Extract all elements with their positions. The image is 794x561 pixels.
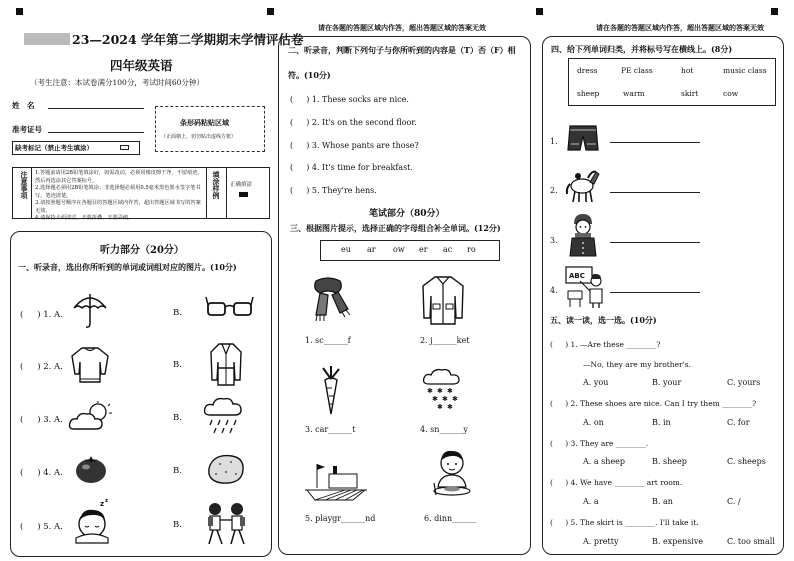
barcode-area (155, 106, 265, 152)
q3-item-label: 4. sn______y (420, 425, 468, 434)
carrot-icon (313, 366, 349, 416)
notes-box (12, 167, 270, 219)
q1-number: ( ) 5. A. (20, 522, 63, 532)
q4-number: 3. (550, 236, 558, 245)
ticket-field[interactable] (48, 132, 144, 133)
svg-text:z: z (105, 498, 108, 504)
name-label: 姓 名 (12, 101, 35, 110)
choice-item: ac (443, 245, 453, 254)
answer-area-banner: 请在各题的答题区域内作答，超出答题区域的答案无效 (318, 23, 486, 32)
q5-question: ( ) 5. The skirt is ________. I'll take it. (550, 518, 699, 527)
word-item: music class (723, 66, 767, 75)
q2-item: ( ) 5. They're hens. (290, 186, 377, 195)
q2-item: ( ) 1. These socks are nice. (290, 95, 409, 104)
subject-title: 四年级英语 (110, 58, 173, 73)
q5-question: ( ) 2. These shoes are nice. Can I try them ________? (550, 399, 757, 408)
q5-question: ( ) 3. They are ________. (550, 439, 649, 448)
q1-option-b: B. (173, 413, 182, 423)
q1-option-b: B. (173, 360, 182, 370)
option-b: B. in (652, 418, 671, 427)
ticket-label: 准考证号 (12, 125, 42, 134)
jacket-icon (420, 274, 466, 326)
children-walking-icon (200, 502, 252, 548)
notes-list (35, 170, 203, 223)
q1-row (20, 500, 270, 550)
choice-item: ar (367, 245, 376, 254)
word-item: PE class (621, 66, 653, 75)
barcode-title: 条形码粘贴区域 (180, 118, 229, 127)
exam-info: （考生注意：本试卷满分100分，考试时间60分钟） (30, 78, 204, 87)
q2-heading-cont: 符。(10分) (288, 70, 331, 80)
q5-question: ( ) 1. —Are these ________? (550, 340, 661, 349)
shorts-icon (566, 122, 600, 154)
svg-text:✱: ✱ (437, 387, 443, 395)
q1-number: ( ) 3. A. (20, 415, 63, 425)
q3-item-label: 1. sc______f (305, 336, 351, 345)
q1-heading: 一、听录音，选出你所听到的单词或词组对应的图片。(10分) (18, 262, 237, 272)
writing-title: 笔试部分（80分） (369, 209, 445, 219)
svg-text:✱: ✱ (447, 403, 453, 411)
svg-text:z: z (100, 500, 105, 508)
choice-item: ro (467, 245, 476, 254)
q3-heading: 三、根据图片提示，选择正确的字母组合补全单词。(12分) (290, 223, 501, 233)
q1-row (20, 448, 270, 493)
option-c: C. for (727, 418, 750, 427)
fill-label: 填涂样例 (212, 171, 221, 199)
exam-title: 23—2024 学年第二学期期末学情评估卷 (72, 32, 304, 47)
absent-checkbox[interactable] (120, 145, 129, 150)
note-item: 2.选择题必须用2B铅笔填涂；非选择题必须用0.5毫米黑色墨水签字笔书写，笔迹清楚。 (35, 185, 201, 199)
q4-answer-line[interactable] (610, 142, 700, 143)
horse-icon (564, 166, 600, 206)
name-field[interactable] (48, 108, 144, 109)
q1-number: ( ) 1. A. (20, 310, 63, 320)
svg-text:✱: ✱ (437, 403, 443, 411)
word-item: skirt (681, 89, 699, 98)
word-item: cow (723, 89, 739, 98)
q5-heading: 五、读一读，选一选。(10分) (550, 315, 657, 325)
barcode-note: （正面朝上，切勿贴出虚线方框） (161, 134, 237, 140)
coat-icon (208, 342, 244, 386)
absent-label: 缺考标记（禁止考生填涂） (15, 144, 93, 152)
redacted-block (24, 33, 70, 45)
rainy-icon (202, 395, 248, 437)
scarf-icon (306, 275, 352, 323)
classroom-icon (564, 265, 606, 309)
word-item: warm (623, 89, 645, 98)
option-c: C. too small (727, 537, 775, 546)
option-b: B. an (652, 497, 673, 506)
alignment-mark (16, 8, 23, 15)
q1-option-b: B. (173, 520, 182, 530)
glasses-icon (205, 295, 255, 320)
q4-answer-line[interactable] (610, 192, 700, 193)
q3-item-label: 6. dinn______ (424, 514, 477, 523)
alignment-mark (771, 8, 778, 15)
svg-text:ABC: ABC (569, 272, 585, 280)
cloudy-icon (68, 401, 114, 433)
word-item: hot (681, 66, 694, 75)
tomato-icon (74, 453, 108, 485)
q4-number: 1. (550, 137, 558, 146)
student-fields (12, 96, 272, 166)
word-item: dress (577, 66, 598, 75)
option-a: A. you (583, 378, 609, 387)
word-item: sheep (577, 89, 600, 98)
correct-label: 正确填涂 (230, 182, 253, 188)
snowy-icon (421, 368, 465, 410)
q1-number: ( ) 4. A. (20, 468, 63, 478)
option-c: C. sheeps (727, 457, 766, 466)
sweater-icon (70, 344, 110, 384)
q5-question: ( ) 4. We have ________ art room. (550, 478, 683, 487)
option-b: B. your (652, 378, 682, 387)
alignment-mark (536, 8, 543, 15)
q4-answer-line[interactable] (610, 242, 700, 243)
q3-choice-box (320, 240, 500, 261)
svg-text:✱: ✱ (432, 395, 438, 403)
choice-item: er (419, 245, 428, 254)
q4-number: 2. (550, 186, 558, 195)
q2-item: ( ) 4. It's time for breakfast. (290, 163, 413, 172)
note-item: 3.请按照题号顺序在各题目的答题区域内作答，超出答题区域书写的答案无效。 (35, 200, 201, 214)
notes-title: 注意事项 (20, 171, 29, 199)
option-a: A. on (583, 418, 604, 427)
option-b: B. expensive (652, 537, 704, 546)
potato-icon (206, 452, 246, 486)
playground-icon (305, 460, 367, 502)
q2-heading: 二、听录音，判断下列句子与你所听到的内容是（T）否（F）相 (288, 45, 516, 55)
svg-text:✱: ✱ (447, 387, 453, 395)
q1-row (20, 290, 270, 335)
q3-item-label: 5. playgr______nd (305, 514, 376, 523)
q1-row (20, 342, 270, 387)
umbrella-icon (70, 290, 110, 330)
option-a: A. pretty (583, 537, 619, 546)
q5-question-cont: —No, they are my brother's. (583, 360, 691, 369)
svg-text:✱: ✱ (427, 387, 433, 395)
q2-item: ( ) 3. Whose pants are those? (290, 141, 419, 150)
answer-area-banner: 请在各题的答题区域内作答，超出答题区域的答案无效 (596, 23, 764, 32)
dinner-icon (430, 447, 474, 501)
q1-row (20, 395, 270, 440)
q2-item: ( ) 2. It's on the second floor. (290, 118, 417, 127)
q1-option-b: B. (173, 466, 182, 476)
q4-number: 4. (550, 286, 558, 295)
child-in-coat-icon (566, 212, 600, 258)
svg-text:✱: ✱ (442, 395, 448, 403)
choice-item: eu (341, 245, 351, 254)
q3-item-label: 3. car______t (305, 425, 356, 434)
q4-answer-line[interactable] (610, 292, 700, 293)
listening-title: 听力部分（20分） (100, 245, 184, 256)
sleeping-child-icon (72, 500, 112, 544)
option-b: B. sheep (652, 457, 687, 466)
q1-number: ( ) 2. A. (20, 362, 63, 372)
alignment-mark (267, 8, 274, 15)
note-item: 1.答题前请用2B铅笔填涂好，如需改动，必须用橡皮擦干净，不留痕迹，然后再选涂其它答案标号。 (35, 170, 203, 184)
option-a: A. a sheep (583, 457, 626, 466)
q1-option-b: B. (173, 308, 182, 318)
q4-heading: 四、给下列单词归类，并将标号写在横线上。(8分) (551, 44, 733, 54)
q4-word-box (568, 58, 776, 106)
choice-item: ow (393, 245, 405, 254)
note-item: 4.请保持卡面清洁，不要折叠、不要弄破。 (35, 215, 134, 221)
filled-sample (239, 192, 248, 197)
option-c: C. / (727, 497, 741, 506)
option-c: C. yours (727, 378, 761, 387)
svg-text:✱: ✱ (452, 395, 458, 403)
option-a: A. a (583, 497, 599, 506)
q3-item-label: 2. j______ket (420, 336, 470, 345)
